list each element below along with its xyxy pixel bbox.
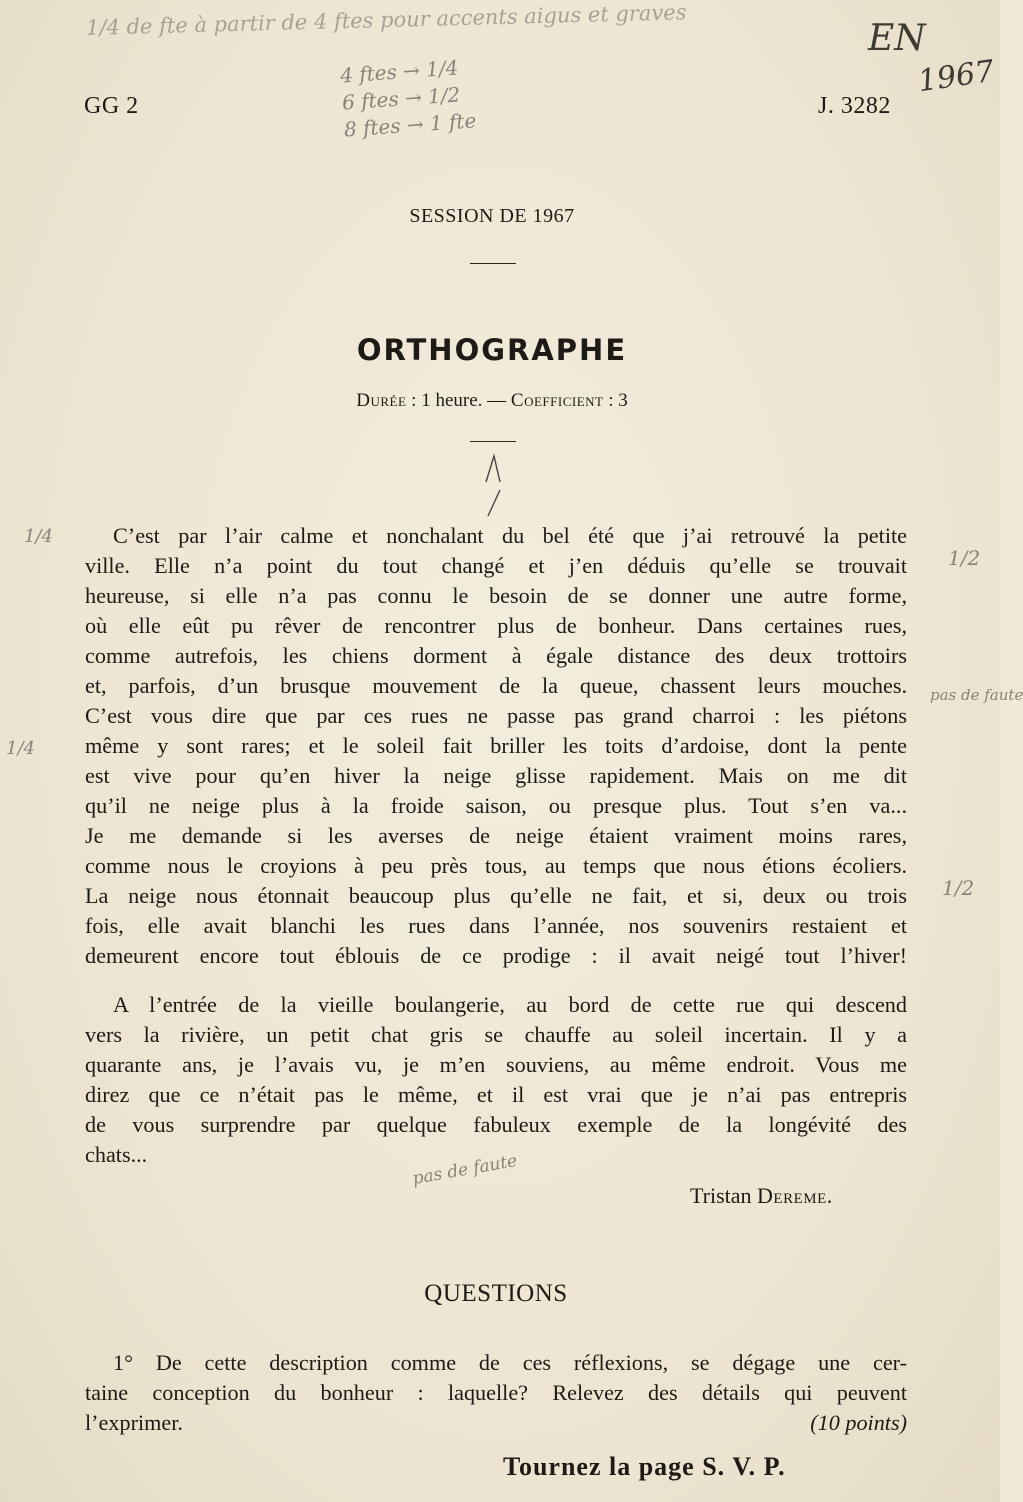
scale-line: 6 ftes → 1/2 (341, 82, 461, 115)
question-1 (85, 1348, 907, 1438)
dictation-paragraph-2 (85, 990, 907, 1170)
handwritten-margin-note: 1/4 (6, 738, 35, 759)
questions-heading: QUESTIONS (424, 1280, 568, 1307)
divider (470, 441, 516, 442)
text-line: est vive pour qu’en hiver la neige glisse rapidement. Mais on me dit (85, 763, 907, 788)
scale-line: 4 ftes → 1/4 (339, 55, 460, 88)
text-line: comme autrefois, les chiens dorment à égale distance des deux trottoirs (85, 643, 907, 668)
question-line: 1° De cette description comme de ces réflexions, se dégage une cer- (113, 1350, 907, 1375)
text-line: Je me demande si les averses de neige étaient vraiment moins rares, (85, 823, 907, 848)
question-points: (10 points) (810, 1410, 907, 1435)
page-title: ORTHOGRAPHE (356, 333, 628, 367)
exam-code-right: J. 3282 (818, 93, 891, 119)
text-line: chats... (85, 1142, 148, 1167)
author-first-name: Tristan (690, 1183, 752, 1208)
handwritten-en-year (868, 18, 997, 100)
author-signature (690, 1183, 833, 1209)
exam-code-left: GG 2 (84, 93, 139, 119)
text-line: demeurent encore tout éblouis de ce prodige : il avait neigé tout l’hiver! (85, 943, 907, 968)
turn-page-notice: Tournez la page S. V. P. (503, 1452, 786, 1481)
handwritten-margin-note: 1/2 (948, 546, 981, 570)
text-line: quarante ans, je l’avais vu, je m’en souviens, au même endroit. Vous me (85, 1052, 907, 1077)
text-line: et, parfois, d’un brusque mouvement de la queue, chassent leurs mouches. (85, 673, 907, 698)
handwritten-en: EN (868, 18, 926, 59)
duree-label: Durée (356, 390, 407, 411)
text-line: heureuse, si elle n’a pas connu le besoin de se donner une autre forme, (85, 583, 907, 608)
question-line: taine conception du bonheur : laquelle? Relevez des détails qui peuvent (85, 1380, 907, 1405)
text-line: A l’entrée de la vieille boulangerie, au bord de cette rue qui descend (113, 992, 907, 1017)
handwritten-margin-note: pas de faute (930, 686, 1023, 704)
text-line: même y sont rares; et le soleil fait briller les toits d’ardoise, dont la pente (85, 733, 907, 758)
handwritten-margin-note: 1/2 (942, 876, 975, 900)
text-line: La neige nous étonnait beaucoup plus qu’elle ne fait, et si, deux ou trois (85, 883, 907, 908)
coefficient-value: : 3 (608, 390, 628, 411)
duree-value: : 1 heure. — (411, 390, 507, 411)
duration-line (0, 390, 984, 412)
text-line: fois, elle avait blanchi les rues dans l’année, nos souvenirs restaient et (85, 913, 907, 938)
caret-mark-icon (482, 452, 506, 528)
session-label: SESSION DE 1967 (409, 205, 575, 227)
text-line: de vous surprendre par quelque fabuleux exemple de la longévité des (85, 1112, 907, 1137)
text-line: vers la rivière, un petit chat gris se chauffe au soleil incertain. Il y a (85, 1022, 907, 1047)
handwritten-top-note: 1/4 de fte à partir de 4 ftes pour accents aigus et graves (85, 0, 687, 40)
handwritten-margin-note: 1/4 (24, 526, 53, 547)
question-line: l’exprimer. (85, 1410, 183, 1435)
text-line: C’est par l’air calme et nonchalant du bel été que j’ai retrouvé la petite (113, 523, 907, 548)
coefficient-label: Coefficient (510, 390, 604, 411)
handwritten-year: 1967 (915, 53, 997, 100)
text-line: qu’il ne neige plus à la froide saison, ou presque plus. Tout s’en va... (85, 793, 907, 818)
text-line: comme nous le croyions à peu près tous, au temps que nous étions écoliers. (85, 853, 907, 878)
text-line: C’est vous dire que par ces rues ne passe pas grand charroi : les piétons (85, 703, 907, 728)
dictation-paragraph-1 (85, 521, 907, 971)
divider (470, 263, 516, 264)
text-line: ville. Elle n’a point du tout changé et j’en déduis qu’elle se trouvait (85, 553, 907, 578)
text-line: direz que ce n’était pas le même, et il est vrai que je n’ai pas entrepris (85, 1082, 907, 1107)
handwritten-margin-note: pas de faute (411, 1150, 519, 1190)
author-last-name: Dereme. (757, 1183, 833, 1208)
handwritten-grading-scale (339, 53, 477, 143)
text-line: où elle eût pu rêver de rencontrer plus de bonheur. Dans certaines rues, (85, 613, 907, 638)
scale-line: 8 ftes → 1 fte (343, 108, 477, 142)
